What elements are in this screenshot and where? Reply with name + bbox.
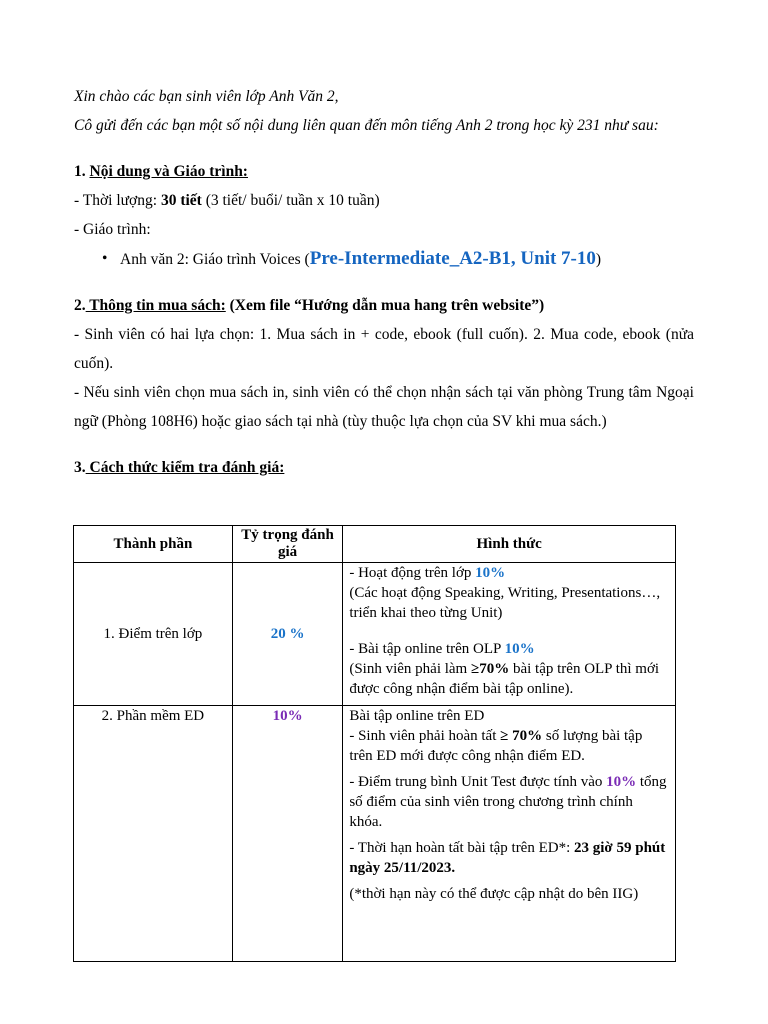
header-component: Thành phần	[74, 526, 233, 563]
duration-line: - Thời lượng: 30 tiết (3 tiết/ buổi/ tuần x 10 tuần)	[74, 192, 380, 209]
table-row	[74, 706, 676, 962]
textbook-item: • Anh văn 2: Giáo trình Voices (Pre-Intermediate_A2-B1, Unit 7-10)	[74, 244, 694, 274]
textbook-highlight: Pre-Intermediate_A2-B1, Unit 7-10	[309, 248, 596, 269]
document-body	[74, 82, 694, 482]
section3-heading	[74, 453, 694, 482]
section2-para1: - Sinh viên có hai lựa chọn: 1. Mua sách in + code, ebook (full cuốn). 2. Mua code, ebook (nửa cuốn).	[74, 326, 694, 372]
section3-number: 3.	[74, 459, 86, 476]
section2-heading	[74, 291, 694, 320]
textbook-label: - Giáo trình:	[74, 221, 151, 238]
row2-weight: 10%	[232, 706, 343, 962]
section1-number: 1.	[74, 163, 86, 180]
greeting: Xin chào các bạn sinh viên lớp Anh Văn 2,	[74, 88, 339, 105]
duration-value: 30 tiết	[160, 192, 202, 209]
header-form: Hình thức	[343, 526, 676, 563]
section2-note: (Xem file “Hướng dẫn mua hang trên website”)	[225, 297, 545, 314]
section1-title: Nội dung và Giáo trình:	[89, 163, 248, 180]
row2-component: 2. Phần mềm ED	[74, 706, 233, 962]
assessment-table	[73, 525, 676, 962]
section2-title: Thông tin mua sách:	[85, 297, 226, 314]
table-row	[74, 563, 676, 706]
section2-para2: - Nếu sinh viên chọn mua sách in, sinh viên có thể chọn nhận sách tại văn phòng Trung tâm Ngoại ngữ (Phòng 108H6) hoặc giao sách tại nhà (tùy thuộc lựa chọn của SV khi mua sách.)	[74, 384, 694, 430]
intro-paragraph: Cô gửi đến các bạn một số nội dung liên quan đến môn tiếng Anh 2 trong học kỳ 231 như sau:	[74, 117, 659, 134]
row1-form: - Hoạt động trên lớp 10% (Các hoạt động Speaking, Writing, Presentations…, triển khai theo từng Unit) - Bài tập online trên OLP 10% (Sinh viên phải làm ≥70% bài tập trên OLP thì mới được công nhận điểm bài tập online).	[343, 563, 676, 706]
section1-heading	[74, 157, 694, 186]
section3-title: Cách thức kiểm tra đánh giá:	[85, 459, 285, 476]
section2-number: 2.	[74, 297, 86, 314]
bullet-icon: •	[102, 250, 108, 267]
table-header-row	[74, 526, 676, 563]
row2-form: Bài tập online trên ED - Sinh viên phải hoàn tất ≥ 70% số lượng bài tập trên ED mới được công nhận điểm ED. - Điểm trung bình Unit Test được tính vào 10% tổng số điểm của sinh viên trong chương trình chính khóa. - Thời hạn hoàn tất bài tập trên ED*: 23 giờ 59 phút ngày 25/11/2023. (*thời hạn này có thể được cập nhật do bên IIG)	[343, 706, 676, 962]
header-weight: Tỷ trọng đánh giá	[232, 526, 343, 563]
row1-weight: 20 %	[232, 563, 343, 706]
row1-component: 1. Điểm trên lớp	[74, 563, 233, 706]
